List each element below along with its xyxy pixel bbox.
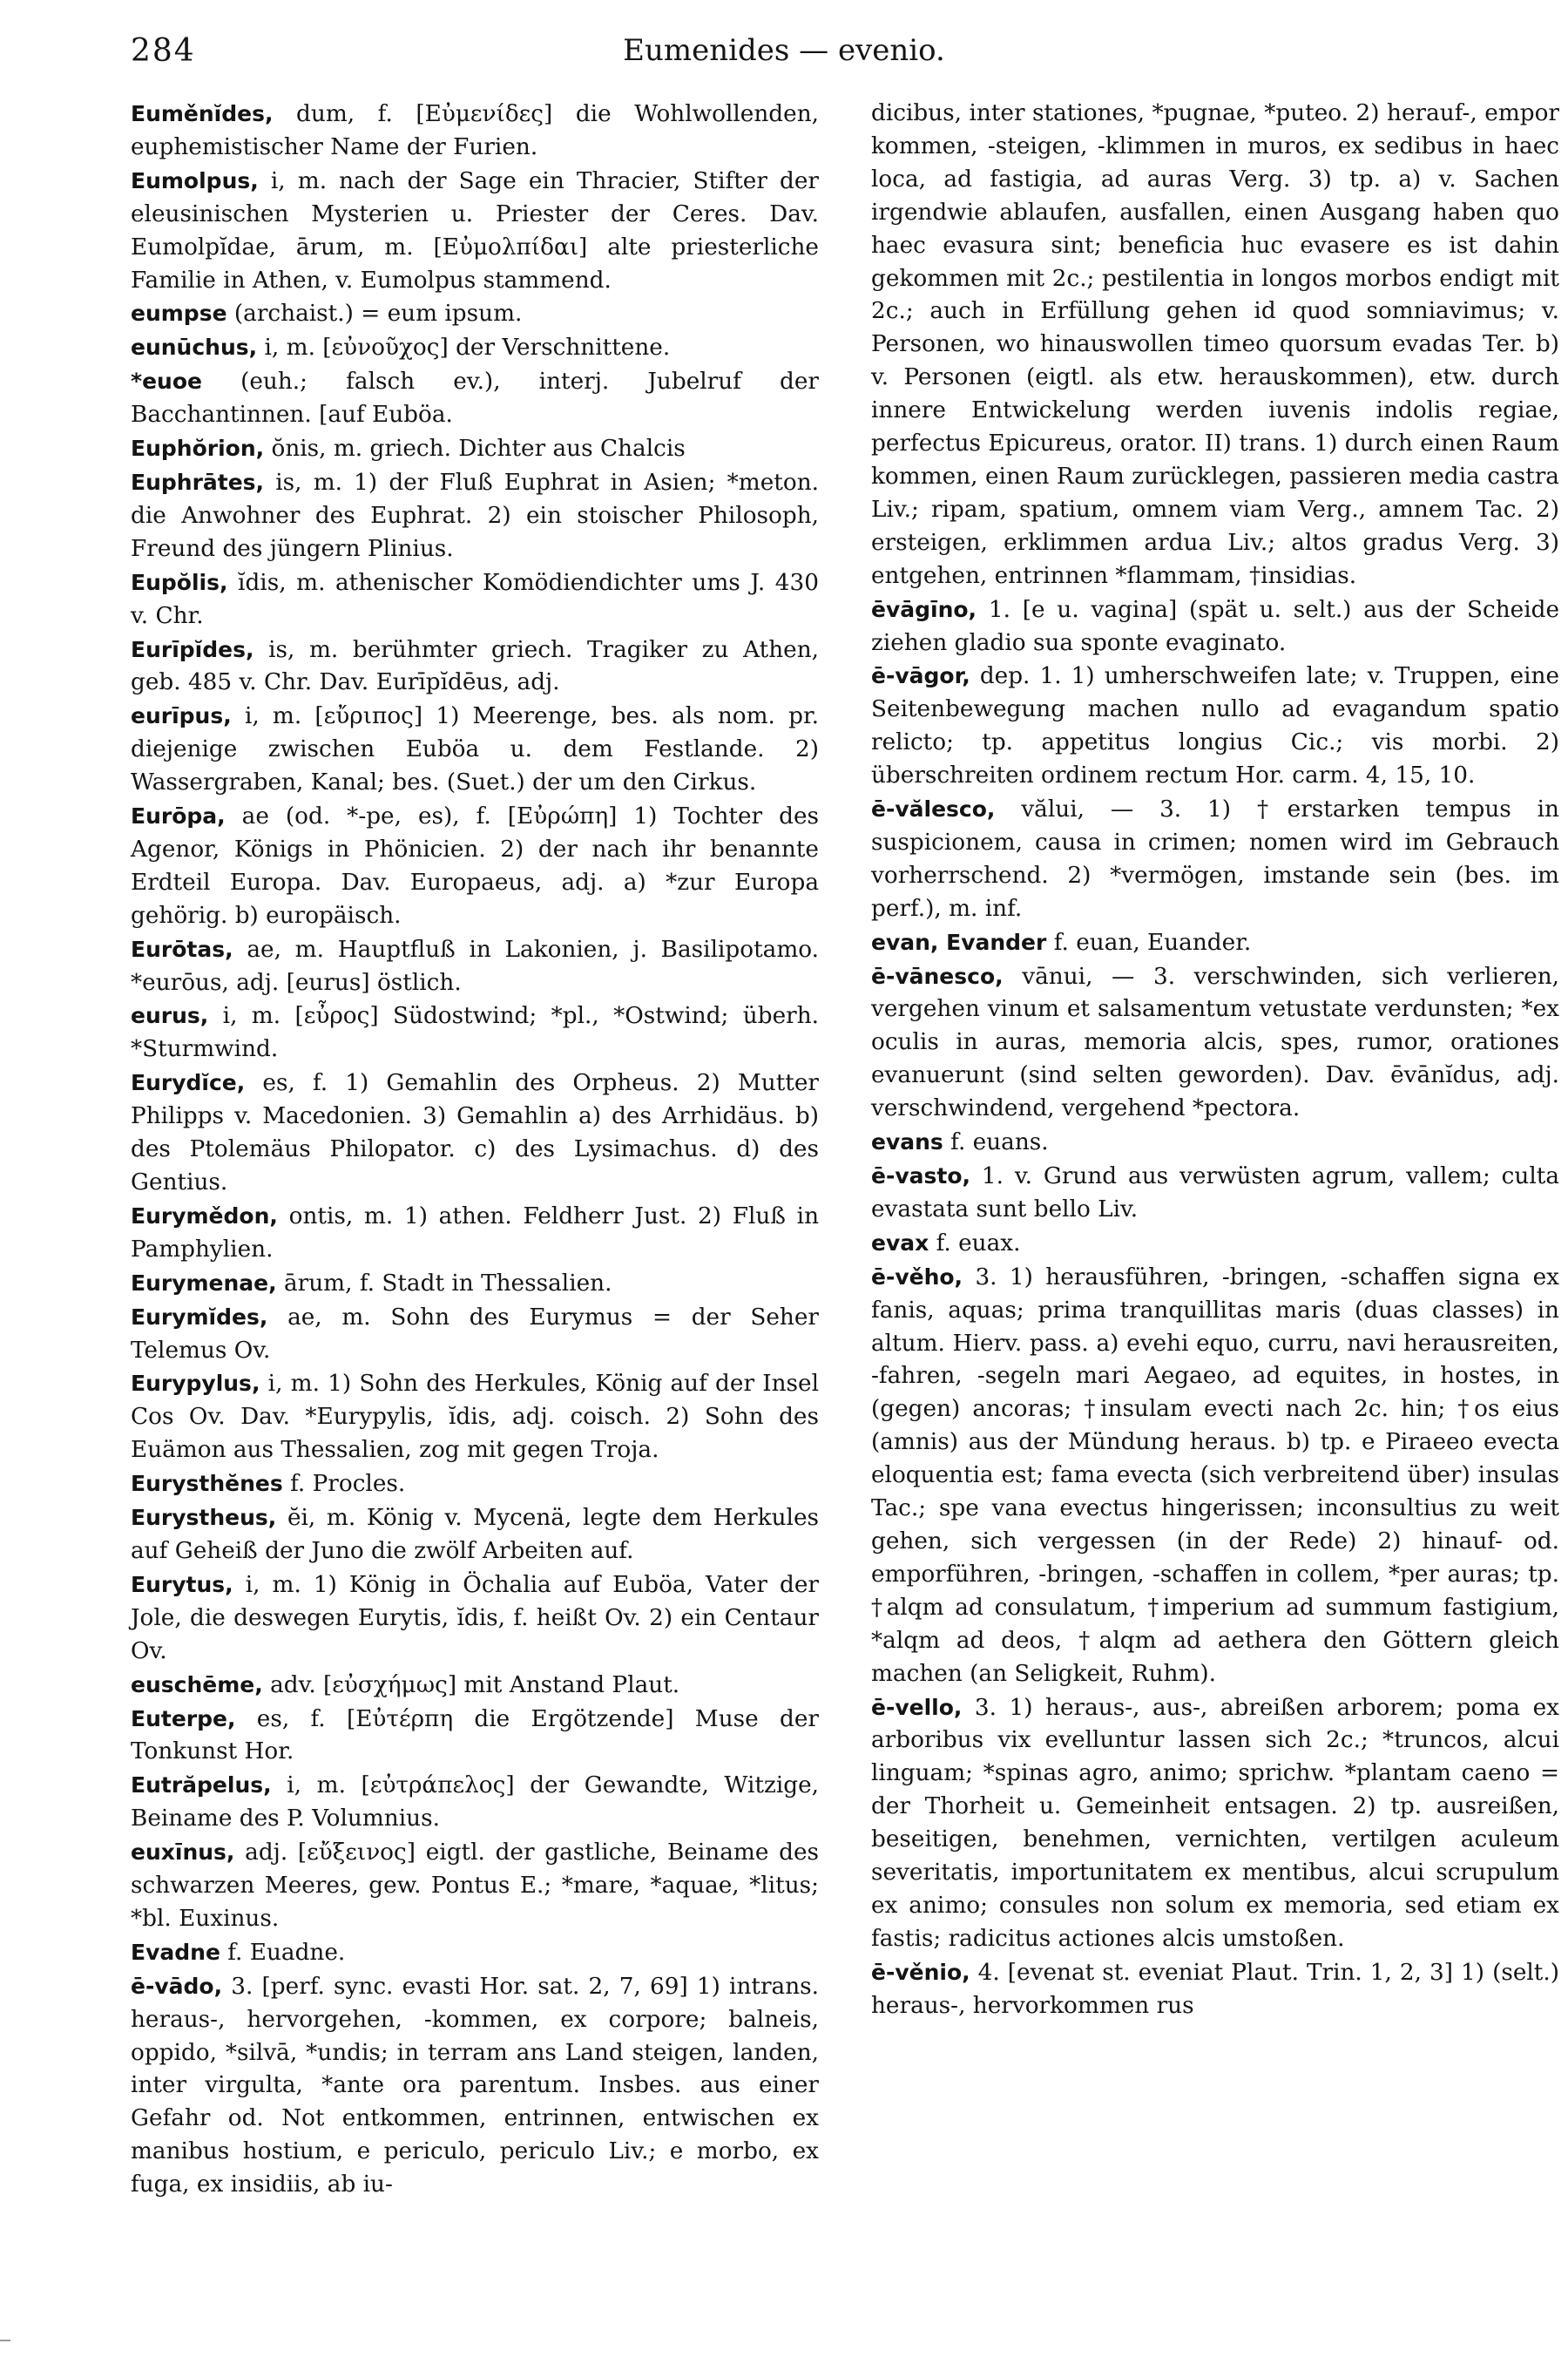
dictionary-entry bbox=[131, 1703, 819, 1770]
entry-text: 3. 1) herausführen, -bringen, -schaffen signa ex fanis, aquas; prima tranquillitas maris (duas classes) in altum. Hierv. pass. a) evehi equo, curru, navi herausreiten, -fahren, -segeln mari Aegaeo, ad equites, in hostes, in (gegen) ancoras; †insulam evecti nach 2c. hin; †os eius (amnis) aus der Mündung heraus. b) tp. e Piraeeo evecta eloquentia est; fama evecta (sich verbreitend über) insulas Tac.; spe vana evectus hingerissen; inconsultius zu weit gehen, sich vergessen (in der Rede) 2) hinauf- od. emporführen, -bringen, -schaffen in collem, *per auras; tp. †alqm ad consulatum, †imperium ad summum fastigium, *alqm ad deos, †alqm ad aethera den Göttern gleich machen (an Seligkeit, Ruhm). bbox=[871, 1263, 1559, 1687]
entry-text: f. euan, Euander. bbox=[1053, 929, 1252, 956]
entry-headword: Eurysthĕnes bbox=[131, 1471, 283, 1497]
entry-text: ŏnis, m. griech. Dichter aus Chalcis bbox=[271, 436, 686, 463]
entry-text: ārum, f. Stadt in Thessalien. bbox=[284, 1270, 612, 1297]
dictionary-entry bbox=[131, 700, 819, 800]
dictionary-entry bbox=[131, 365, 819, 432]
entry-text: is, m. berühmter griech. Tragiker zu Athen, geb. 485 v. Chr. Dav. Eurīpĭdēus, adj. bbox=[131, 636, 820, 696]
entry-headword: Eurystheus, bbox=[131, 1505, 277, 1531]
entry-headword: ē-vasto, bbox=[871, 1163, 971, 1189]
dictionary-entry bbox=[131, 331, 819, 365]
dictionary-entry bbox=[131, 1970, 819, 2202]
entry-headword: Euměnĭdes, bbox=[131, 101, 274, 126]
entry-text: ontis, m. 1) athen. Feldherr Just. 2) Fluß in Pamphylien. bbox=[131, 1202, 820, 1263]
entry-headword: Eurīpĭdes, bbox=[131, 636, 254, 662]
entry-text: (euh.; falsch ev.), interj. Jubelruf der Bacchantinnen. [auf Euböa. bbox=[131, 369, 820, 429]
entry-headword: Eurydĭce, bbox=[131, 1070, 246, 1096]
entry-text: ae, m. Sohn des Eurymus = der Seher Telemus Ov. bbox=[131, 1304, 820, 1364]
right-column bbox=[871, 98, 1559, 2023]
entry-text: vānui, — 3. verschwinden, sich verlieren, vergehen vinum et salsamentum vetustate verdunsten; *ex oculis in auras, memoria alcis, spes, rumor, orationes evanuerunt (sind selten geworden). Dav. ēvānĭdus, adj. verschwindend, vergehend *pectora. bbox=[871, 963, 1559, 1122]
dictionary-entry bbox=[871, 660, 1559, 793]
dictionary-entry bbox=[131, 933, 819, 1000]
page-number: 284 bbox=[131, 33, 196, 69]
dictionary-entry bbox=[131, 1936, 819, 1970]
entry-headword: ē-vălesco, bbox=[871, 796, 996, 823]
entry-headword: ē-vello, bbox=[871, 1694, 963, 1720]
running-head: Eumenides — evenio. bbox=[623, 33, 945, 68]
entry-headword: evan, Evander bbox=[871, 929, 1047, 955]
entry-headword: eurīpus, bbox=[131, 703, 232, 729]
entry-headword: ēvāgīno, bbox=[871, 596, 977, 622]
dictionary-entry bbox=[871, 1956, 1559, 2023]
dictionary-entry bbox=[131, 1501, 819, 1568]
dictionary-entry bbox=[131, 1301, 819, 1368]
entry-headword: evax bbox=[871, 1229, 929, 1256]
dictionary-entry bbox=[871, 926, 1559, 960]
entry-headword: Evadne bbox=[131, 1939, 220, 1965]
entry-text: 3. 1) heraus-, aus-, abreißen arborem; poma ex arboribus vix evelluntur lassen sich 2c.; *truncos, alcui linguam; *spinas agro, animo; sprichw. *plantam caeno = der Thorheit u. Gemeinheit entsagen. 2) tp. ausreißen, beseitigen, benehmen, vernichten, vertilgen aculeum severitatis, importunitatem ex mentibus, alcui scrupulum ex animo; consules non solum ex memoria, sed etiam ex fastis; radicitus actiones alcis umstoßen. bbox=[871, 1694, 1559, 1952]
entry-text: i, m. [εὔριπος] 1) Meerenge, bes. als nom. pr. diejenige zwischen Euböa u. dem Festlande. 2) Wassergraben, Kanal; bes. (Suet.) der um den Cirkus. bbox=[131, 703, 819, 796]
entry-text: (archaist.) = eum ipsum. bbox=[233, 301, 523, 328]
entry-headword: Eurypylus, bbox=[131, 1371, 260, 1397]
entry-text: ae, m. Hauptfluß in Lakonien, j. Basilipotamo. *eurōus, adj. [eurus] östlich. bbox=[131, 936, 819, 996]
dictionary-entry bbox=[131, 165, 819, 298]
entry-headword: eunūchus, bbox=[131, 335, 258, 361]
entry-text: i, m. 1) König in Öchalia auf Euböa, Vater der Jole, die deswegen Eurytis, ĭdis, f. heißt Ov. 2) ein Centaur Ov. bbox=[131, 1571, 820, 1664]
entry-headword: ē-vānesco, bbox=[871, 963, 1004, 989]
entry-headword: evans bbox=[871, 1129, 943, 1155]
entry-headword: Eurōtas, bbox=[131, 936, 233, 962]
entry-headword: euschēme, bbox=[131, 1671, 263, 1697]
entry-headword: eumpse bbox=[131, 301, 227, 327]
entry-text: es, f. 1) Gemahlin des Orpheus. 2) Mutter Philipps v. Macedonien. 3) Gemahlin a) des Arrhidäus. b) des Ptolemäus Philopator. c) des Lysimachus. d) des Gentius. bbox=[131, 1070, 820, 1196]
entry-headword: eurus, bbox=[131, 1003, 209, 1029]
dictionary-entry bbox=[871, 1160, 1559, 1227]
left-column bbox=[131, 98, 819, 2202]
entry-headword: Euphrātes, bbox=[131, 469, 265, 495]
dictionary-entry bbox=[131, 633, 819, 701]
entry-text: is, m. 1) der Fluß Euphrat in Asien; *meton. die Anwohner des Euphrat. 2) ein stoischer Philosoph, Freund des jüngern Plinius. bbox=[131, 469, 820, 562]
dictionary-entry bbox=[131, 432, 819, 466]
entry-text: f. Procles. bbox=[290, 1471, 406, 1498]
entry-text: dep. 1. 1) umherschweifen late; v. Truppen, eine Seitenbewegung machen nullo ad evagandum spatio relicto; tp. appetitus longius Cic.; vis morbi. 2) überschreiten ordinem rectum Hor. carm. 4, 15, 10. bbox=[871, 663, 1560, 789]
entry-headword: *euoe bbox=[131, 369, 202, 395]
entry-text: f. euax. bbox=[936, 1229, 1021, 1257]
dictionary-entry bbox=[131, 98, 819, 165]
entry-text: dum, f. [Εὐμενίδες] die Wohlwollenden, euphemistischer Name der Furien. bbox=[131, 101, 819, 160]
entry-text: vălui, — 3. 1) †erstarken tempus in suspicionem, causa in crimen; nomen wird im Gebrauch vorherrschend. 2) *vermögen, imstande sein (bes. im perf.), m. inf. bbox=[871, 796, 1559, 922]
entry-headword: Euphŏrion, bbox=[131, 436, 265, 462]
dictionary-entry bbox=[131, 1769, 819, 1836]
entry-headword: Eurymědon, bbox=[131, 1202, 278, 1229]
entry-headword: Eupŏlis, bbox=[131, 569, 228, 595]
entry-text: 1. [e u. vagina] (spät u. selt.) aus der Scheide ziehen gladio sua sponte evaginato. bbox=[871, 596, 1560, 656]
entry-text: 3. [perf. sync. evasti Hor. sat. 2, 7, 69] 1) intrans. heraus-, hervorgehen, -kommen, ex corpore; balneis, oppido, *silvā, *undis; in terram ans Land steigen, landen, inter virgulta, *ante ora parentum. Insbes. aus einer Gefahr od. Not entkommen, entrinnen, entwischen ex manibus hostium, e periculo, periculo Liv.; e morbo, ex fuga, ex insidiis, ab iu- bbox=[131, 1973, 820, 2198]
entry-headword: Euterpe, bbox=[131, 1705, 236, 1731]
entry-headword: euxīnus, bbox=[131, 1839, 235, 1866]
entry-headword: Eurytus, bbox=[131, 1571, 233, 1597]
entry-text: ĭdis, m. athenischer Komödiendichter ums J. 430 v. Chr. bbox=[131, 569, 819, 629]
entry-headword: Eurymĭdes, bbox=[131, 1304, 268, 1330]
dictionary-entry bbox=[871, 593, 1559, 660]
entry-headword: ē-vādo, bbox=[131, 1973, 223, 1999]
entry-headword: ē-vāgor, bbox=[871, 663, 970, 689]
entry-headword: ē-věnio, bbox=[871, 1959, 970, 1985]
dictionary-entry bbox=[131, 1267, 819, 1301]
entry-headword: Eurymenae, bbox=[131, 1270, 277, 1296]
dictionary-entry bbox=[131, 466, 819, 566]
dictionary-entry bbox=[871, 793, 1559, 926]
entry-text: ae (od. *-pe, es), f. [Εὐρώπη] 1) Tochter des Agenor, Königs in Phönicien. 2) der nach ihr benannte Erdteil Europa. Dav. Europaeus, adj. a) *zur Europa gehörig. b) europäisch. bbox=[131, 803, 820, 929]
entry-text: 1. v. Grund aus verwüsten agrum, vallem; culta evastata sunt bello Liv. bbox=[871, 1163, 1560, 1223]
dictionary-entry bbox=[131, 800, 819, 933]
dictionary-entry bbox=[871, 960, 1559, 1127]
entry-headword: Eumolpus, bbox=[131, 167, 259, 193]
dictionary-entry bbox=[131, 297, 819, 331]
entry-text: adj. [εὔξεινος] eigtl. der gastliche, Beiname des schwarzen Meeres, gew. Pontus E.; *mare, *aquae, *litus; *bl. Euxinus. bbox=[131, 1839, 820, 1932]
entry-text: ĕi, m. König v. Mycenä, legte dem Herkules auf Geheiß der Juno die zwölf Arbeiten auf. bbox=[131, 1505, 820, 1564]
entry-text: f. euans. bbox=[950, 1129, 1049, 1156]
dictionary-entry bbox=[131, 1669, 819, 1703]
page-edge-mark bbox=[0, 2340, 10, 2341]
entry-text: es, f. [Εὐτέρπη die Ergötzende] Muse der Tonkunst Hor. bbox=[131, 1705, 819, 1765]
entry-headword: Eutrăpelus, bbox=[131, 1772, 272, 1798]
entry-text: i, m. 1) Sohn des Herkules, König auf der Insel Cos Ov. Dav. *Eurypylis, ĭdis, adj. coisch. 2) Sohn des Euämon aus Thessalien, zog mit gegen Troja. bbox=[131, 1371, 820, 1464]
entry-text: i, m. [εὖρος] Südostwind; *pl., *Ostwind; überh. *Sturmwind. bbox=[131, 1003, 819, 1063]
dictionary-entry bbox=[131, 1200, 819, 1267]
entry-text: dicibus, inter stationes, *pugnae, *puteo. 2) herauf-, empor kommen, -steigen, -klimmen in muros, ex sedibus in haec loca, ad fastigia, ad auras Verg. 3) tp. a) v. Sachen irgendwie ablaufen, ausfallen, einen Ausgang haben quo haec evasura sint; beneficia huc evasere es ist dahin gekommen mit 2c.; pestilentia in longos morbos endigt mit 2c.; auch in Erfüllung gehen id quod somniavimus; v. Personen, wo hinauswollen timeo quorsum evadas Ter. b) v. Personen (eigtl. als etw. herauskommen), etw. durch innere Entwickelung werden iuvenis indolis regiae, perfectus Epicureus, orator. II) trans. 1) durch einen Raum kommen, einen Raum zurücklegen, passieren media castra Liv.; ripam, spatium, omnem viam Verg., amnem Tac. 2) ersteigen, erklimmen ardua Liv.; altos gradus Verg. 3) entgehen, entrinnen *flammam, †insidias. bbox=[871, 100, 1559, 589]
dictionary-entry bbox=[871, 1126, 1559, 1160]
entry-text: 4. [evenat st. eveniat Plaut. Trin. 1, 2, 3] 1) (selt.) heraus-, hervorkommen rus bbox=[871, 1959, 1559, 2019]
entry-headword: Eurōpa, bbox=[131, 803, 226, 830]
entry-text: i, m. [εὐνοῦχος] der Verschnittene. bbox=[264, 335, 671, 362]
dictionary-entry bbox=[871, 98, 1559, 593]
entry-text: i, m. nach der Sage ein Thracier, Stifter der eleusinischen Mysterien u. Priester der Ceres. Dav. Eumolpĭdae, ārum, m. [Εὐμολπίδαι] alte priesterliche Familie in Athen, v. Eumolpus stammend. bbox=[131, 167, 819, 294]
dictionary-entry bbox=[131, 1568, 819, 1669]
dictionary-entry bbox=[871, 1691, 1559, 1956]
entry-text: i, m. [εὐτράπελος] der Gewandte, Witzige, Beiname des P. Volumnius. bbox=[131, 1772, 819, 1832]
dictionary-entry bbox=[871, 1261, 1559, 1691]
dictionary-entry bbox=[131, 1367, 819, 1467]
dictionary-entry bbox=[871, 1227, 1559, 1261]
dictionary-entry bbox=[131, 999, 819, 1067]
entry-text: f. Euadne. bbox=[227, 1939, 346, 1966]
entry-text: adv. [εὐσχήμως] mit Anstand Plaut. bbox=[270, 1671, 680, 1698]
dictionary-entry bbox=[131, 1467, 819, 1501]
dictionary-entry bbox=[131, 566, 819, 633]
entry-headword: ē-věho, bbox=[871, 1263, 963, 1290]
dictionary-entry bbox=[131, 1067, 819, 1200]
dictionary-entry bbox=[131, 1836, 819, 1936]
